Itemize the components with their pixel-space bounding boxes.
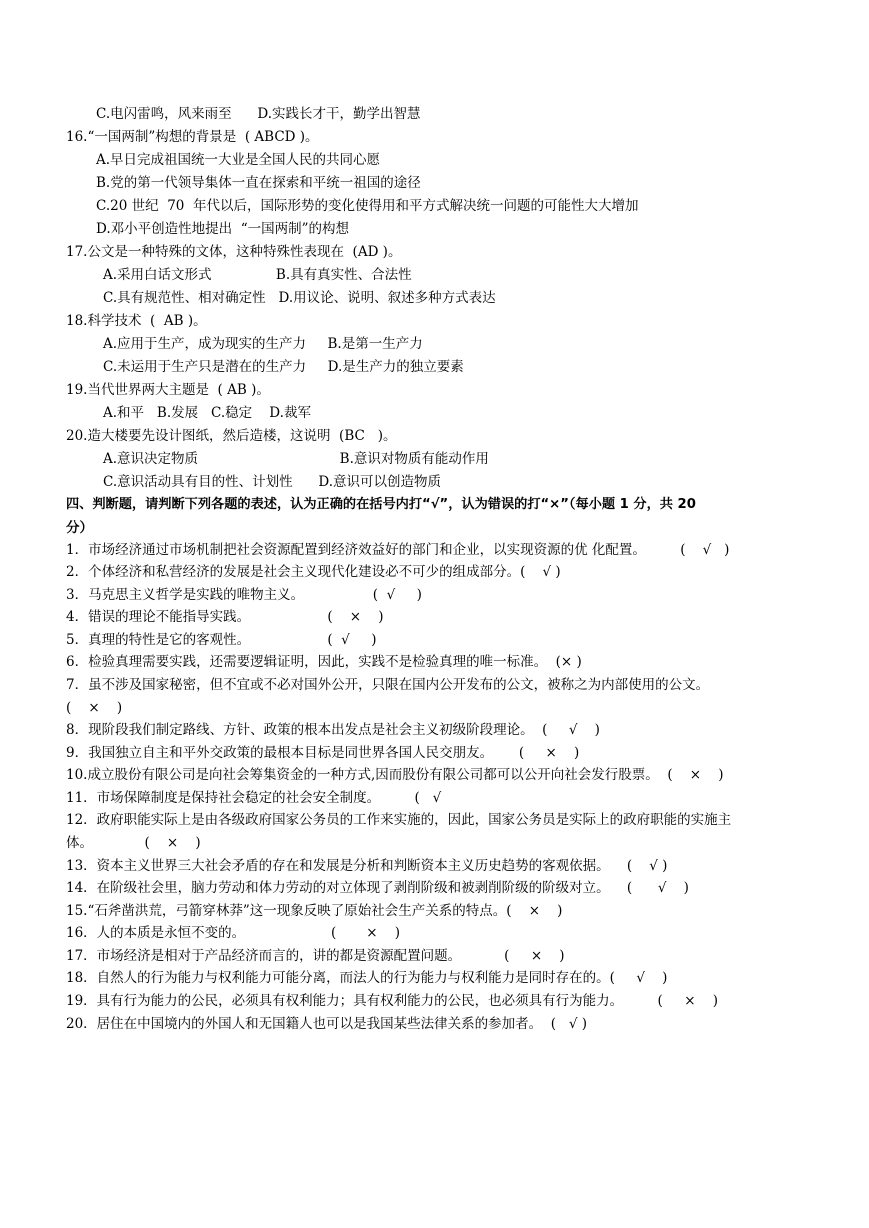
q16-option-a: A.早日完成祖国统一大业是全国人民的共同心愿 bbox=[96, 152, 381, 168]
tf-item-4: 4．错误的理论不能指导实践。 ( × ) bbox=[66, 609, 384, 625]
tf-item-11: 11．市场保障制度是保持社会稳定的社会安全制度。 ( √ bbox=[66, 790, 442, 806]
q18-stem: 18.科学技术 ( AB )。 bbox=[66, 313, 207, 329]
q16-stem: 16.“一国两制”构想的背景是 ( ABCD )。 bbox=[66, 129, 319, 145]
tf-item-7: 7．虽不涉及国家秘密，但不宜或不必对国外公开，只限在国内公开发布的公文，被称之为内部使用的公文。 bbox=[66, 677, 710, 693]
tf-item-19: 19．具有行为能力的公民，必须具有权利能力；具有权利能力的公民，也必须具有行为能力。 ( × ) bbox=[66, 993, 718, 1009]
q18-options-cd: C.未运用于生产只是潜在的生产力 D.是生产力的独立要素 bbox=[103, 359, 464, 375]
tf-item-16: 16．人的本质是永恒不变的。 ( × ) bbox=[66, 925, 401, 941]
tf-item-2: 2．个体经济和私营经济的发展是社会主义现代化建设必不可少的组成部分。( √ ) bbox=[66, 564, 561, 580]
q16-option-b: B.党的第一代领导集体一直在探索和平统一祖国的途径 bbox=[96, 175, 421, 191]
section4-heading-line2: 分） bbox=[66, 520, 93, 536]
tf-item-8: 8．现阶段我们制定路线、方针、政策的根本出发点是社会主义初级阶段理论。 ( √ ) bbox=[66, 722, 600, 738]
tf-item-5: 5．真理的特性是它的客观性。 ( √ ) bbox=[66, 632, 377, 648]
tf-item-20: 20．居住在中国境内的外国人和无国籍人也可以是我国某些法律关系的参加者。 ( √ ) bbox=[66, 1016, 588, 1032]
tf-item-12: 12．政府职能实际上是由各级政府国家公务员的工作来实施的，因此，国家公务员是实际上的政府职能的实施主 bbox=[66, 812, 732, 828]
tf-item-17: 17．市场经济是相对于产品经济而言的，讲的都是资源配置问题。 ( × ) bbox=[66, 948, 565, 964]
tf-item-6: 6．检验真理需要实践，还需要逻辑证明，因此，实践不是检验真理的唯一标准。 (× ) bbox=[66, 654, 582, 670]
q16-option-d: D.邓小平创造性地提出 “一国两制”的构想 bbox=[96, 221, 350, 237]
q17-stem: 17.公文是一种特殊的文体，这种特殊性表现在 (AD )。 bbox=[66, 244, 402, 260]
tf-item-9: 9．我国独立自主和平外交政策的最根本目标是同世界各国人民交朋友。 ( × ) bbox=[66, 745, 580, 761]
q17-options-ab: A.采用白话文形式 B.具有真实性、合法性 bbox=[103, 267, 412, 283]
q19-stem: 19.当代世界两大主题是 ( AB )。 bbox=[66, 382, 270, 398]
tf-item-15: 15.“石斧凿洪荒，弓箭穿林莽”这一现象反映了原始社会生产关系的特点。( × ) bbox=[66, 903, 563, 919]
q18-options-ab: A.应用于生产，成为现实的生产力 B.是第一生产力 bbox=[103, 336, 423, 352]
q20-options-cd: C.意识活动具有目的性、计划性 D.意识可以创造物质 bbox=[103, 474, 442, 490]
tf-item-18: 18．自然人的行为能力与权利能力可能分离，而法人的行为能力与权利能力是同时存在的。( √ ) bbox=[66, 970, 668, 986]
tf-item-3: 3．马克思主义哲学是实践的唯物主义。 ( √ ) bbox=[66, 587, 422, 603]
tf-item-7-answer: ( × ) bbox=[66, 700, 123, 716]
q16-option-c: C.20 世纪 70 年代以后，国际形势的变化使得用和平方式解决统一问题的可能性大大增加 bbox=[96, 198, 639, 214]
tf-item-1: 1．市场经济通过市场机制把社会资源配置到经济效益好的部门和企业，以实现资源的优 化配置。 ( √ ) bbox=[66, 542, 730, 558]
tf-item-12-answer: 体。 ( × ) bbox=[66, 835, 201, 851]
q20-options-ab: A.意识决定物质 B.意识对物质有能动作用 bbox=[103, 451, 489, 467]
tf-item-10: 10.成立股份有限公司是向社会筹集资金的一种方式,因而股份有限公司都可以公开向社会发行股票。 ( × ) bbox=[66, 767, 724, 783]
tf-item-14: 14．在阶级社会里，脑力劳动和体力劳动的对立体现了剥削阶级和被剥削阶级的阶级对立。 ( √ ) bbox=[66, 880, 689, 896]
q20-stem: 20.造大楼要先设计图纸，然后造楼，这说明 (BC )。 bbox=[66, 428, 397, 444]
tf-item-13: 13．资本主义世界三大社会矛盾的存在和发展是分析和判断资本主义历史趋势的客观依据。 ( √ ) bbox=[66, 858, 668, 874]
q17-options-cd: C.具有规范性、相对确定性 D.用议论、说明、叙述多种方式表达 bbox=[103, 290, 496, 306]
section4-heading-line1: 四、判断题，请判断下列各题的表述，认为正确的在括号内打“√”，认为错误的打“×”（每小题 1 分，共 20 bbox=[66, 497, 696, 512]
q15-options-cd: C.电闪雷鸣，风来雨至 D.实践长才干，勤学出智慧 bbox=[96, 106, 421, 122]
q19-options: A.和平 B.发展 C.稳定 D.裁军 bbox=[103, 405, 311, 421]
